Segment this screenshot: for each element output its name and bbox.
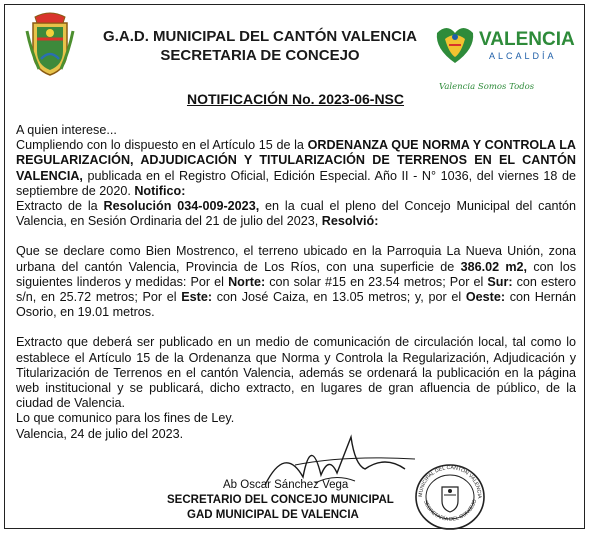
ordinance-name: ORDENANZA QUE NORMA Y CONTROLA LA REGULARIZACIÓN, ADJUDICACIÓN Y TITULARIZACIÓN DE TERRENOS EN EL CANTÓN VALENCIA, bbox=[16, 138, 577, 183]
seal-ring-text: MUNICIPAL DEL CANTÓN VALENCIA bbox=[417, 464, 483, 499]
paragraph-resolution bbox=[16, 199, 576, 229]
letterhead-title bbox=[85, 27, 435, 65]
notification-number: NOTIFICACIÓN No. 2023-06-NSC bbox=[186, 91, 405, 107]
brand-sub: ALCALDÍA bbox=[489, 51, 557, 61]
valencia-heart-icon bbox=[437, 28, 473, 63]
svg-text:SECRETARÍA DEL CONCEJO bbox=[422, 499, 478, 523]
este-label: Este: bbox=[181, 290, 213, 305]
oeste-label: Oeste: bbox=[465, 290, 506, 305]
resolution-number: Resolución 034-009-2023, bbox=[103, 199, 260, 214]
letterhead bbox=[5, 5, 586, 97]
sur-label: Sur: bbox=[487, 274, 513, 289]
svg-text:MUNICIPAL DEL CANTÓN VALENCIA bbox=[418, 465, 482, 499]
closing-line: Lo que comunico para los fines de Ley. bbox=[16, 411, 235, 426]
signer-title: SECRETARIO DEL CONCEJO MUNICIPAL bbox=[167, 494, 394, 506]
paragraph-boundaries bbox=[16, 244, 576, 320]
paragraph-gap bbox=[16, 229, 576, 244]
signer-name: Ab Oscar Sánchez Vega bbox=[223, 479, 349, 491]
text-run: Extracto de la bbox=[16, 199, 104, 214]
text-run: publicada en el Registro Oficial, Edición Especial. Año II - N° 1036, del viernes 18 de septiembre de 2020. bbox=[16, 168, 576, 198]
municipal-crest-icon bbox=[25, 11, 75, 77]
document-body bbox=[16, 123, 576, 442]
area-value: 386.02 m2, bbox=[460, 259, 528, 274]
paragraph-publication: Extracto que deberá ser publicado en un medio de comunicación de circulación local, tal como lo establece el Artículo 15 de la Ordenanza que Norma y Controla la Regularización, Adjudicación y Titularización de Terrenos en el cantón Valencia, además se ordenará la publicación en la página web institucional y se publicará, dicho extracto, en lugares de gran afluencia de público, de la ciudad de Valencia. bbox=[16, 335, 576, 411]
text-run: en la cual el pleno del Concejo Municipal del cantón Valencia, en Sesión Ordinaria del 21 de julio del 2023, bbox=[16, 199, 576, 229]
official-seal-stamp bbox=[410, 457, 490, 532]
text-run: con José Caiza, en 13.05 metros; y, por el bbox=[212, 290, 466, 305]
signer-institution: GAD MUNICIPAL DE VALENCIA bbox=[187, 509, 359, 521]
document-frame bbox=[4, 4, 585, 529]
text-run: con solar #15 en 23.54 metros; Por el bbox=[265, 274, 488, 289]
brand-slogan: Valencia Somos Todos bbox=[439, 82, 535, 91]
text-run: con estero s/n, en 25.72 metros; Por el bbox=[16, 274, 577, 305]
text-run: con los siguientes linderos y medidas: Por el bbox=[16, 259, 576, 289]
institution-name: G.A.D. MUNICIPAL DEL CANTÓN VALENCIA bbox=[103, 28, 417, 45]
brand-name: VALENCIA bbox=[479, 29, 575, 50]
greeting: A quien interese... bbox=[16, 123, 117, 137]
notifico-label: Notifico: bbox=[134, 183, 186, 198]
norte-label: Norte: bbox=[228, 274, 266, 289]
valencia-alcaldia-logo bbox=[433, 19, 583, 91]
date-line: Valencia, 24 de julio del 2023. bbox=[16, 426, 184, 441]
resolvio-label: Resolvió: bbox=[321, 214, 379, 229]
notification-title bbox=[5, 91, 586, 107]
department-name: SECRETARIA DE CONCEJO bbox=[160, 47, 360, 64]
paragraph-gap bbox=[16, 320, 576, 335]
text-run: Que se declare como Bien Mostrenco, el terreno ubicado en la Parroquia La Nueva Unión, zona urbana del cantón Valencia, Provincia de Los Ríos, con una superficie de bbox=[16, 244, 576, 274]
seal-bottom-text: SECRETARÍA DEL CONCEJO bbox=[422, 498, 479, 523]
text-run: con Hernán Osorio, en 19.01 metros. bbox=[16, 290, 577, 320]
paragraph-ordinance bbox=[16, 138, 576, 199]
text-run: Cumpliendo con lo dispuesto en el Artículo 15 de la bbox=[16, 138, 308, 153]
